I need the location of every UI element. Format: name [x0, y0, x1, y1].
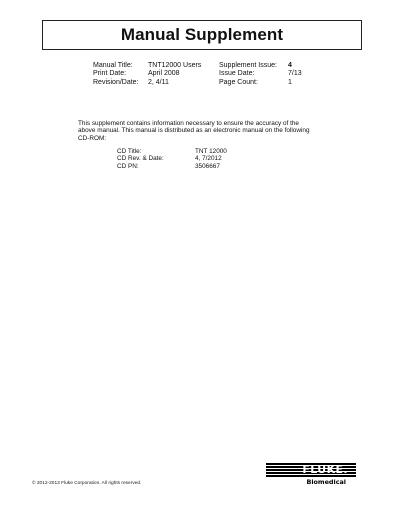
logo-wordmark: FLUKE. [302, 463, 348, 476]
logo-band [266, 463, 356, 477]
supplement-issue-label: Supplement Issue: [219, 62, 277, 69]
revision-date-label: Revision/Date: [93, 78, 139, 86]
intro-paragraph: This supplement contains information necessary to ensure the accuracy of the above manual. This manual is distributed as an electronic manual on the following CD-ROM: [78, 120, 310, 142]
info-row [93, 62, 308, 70]
info-row [93, 79, 308, 87]
manual-title-label: Manual Title: [93, 62, 133, 69]
revision-date-value: 2, 4/11 [148, 78, 169, 86]
copyright-notice: © 2012-2013 Fluke Corporation. All rights reserved. [32, 481, 142, 486]
page-count-label: Page Count: [219, 78, 258, 86]
supplement-issue-value: 4 [288, 62, 292, 69]
issue-date-label: Issue Date: [219, 70, 255, 78]
cd-pn-label: CD PN: [117, 162, 139, 170]
cd-info-table [117, 148, 227, 170]
cd-row [117, 163, 227, 170]
logo-subtitle: Biomedical [306, 478, 346, 486]
manual-info-table [93, 62, 308, 87]
fluke-biomedical-logo [266, 463, 356, 491]
issue-date-value: 7/13 [288, 70, 302, 78]
cd-title-value: TNT 12000 [195, 148, 227, 155]
cd-row [117, 155, 227, 162]
cd-pn-value: 3506667 [195, 162, 220, 170]
print-date-label: Print Date: [93, 70, 127, 78]
document-title: Manual Supplement [120, 25, 284, 44]
cd-rev-date-label: CD Rev. & Date: [117, 155, 164, 163]
cd-title-label: CD Title: [117, 148, 142, 155]
manual-title-value: TNT12000 Users [148, 62, 202, 69]
page-count-value: 1 [288, 78, 292, 86]
print-date-value: April 2008 [148, 70, 180, 78]
info-row [93, 70, 308, 78]
title-box [42, 20, 362, 50]
cd-rev-date-value: 4, 7/2012 [195, 155, 222, 163]
cd-row [117, 148, 227, 155]
